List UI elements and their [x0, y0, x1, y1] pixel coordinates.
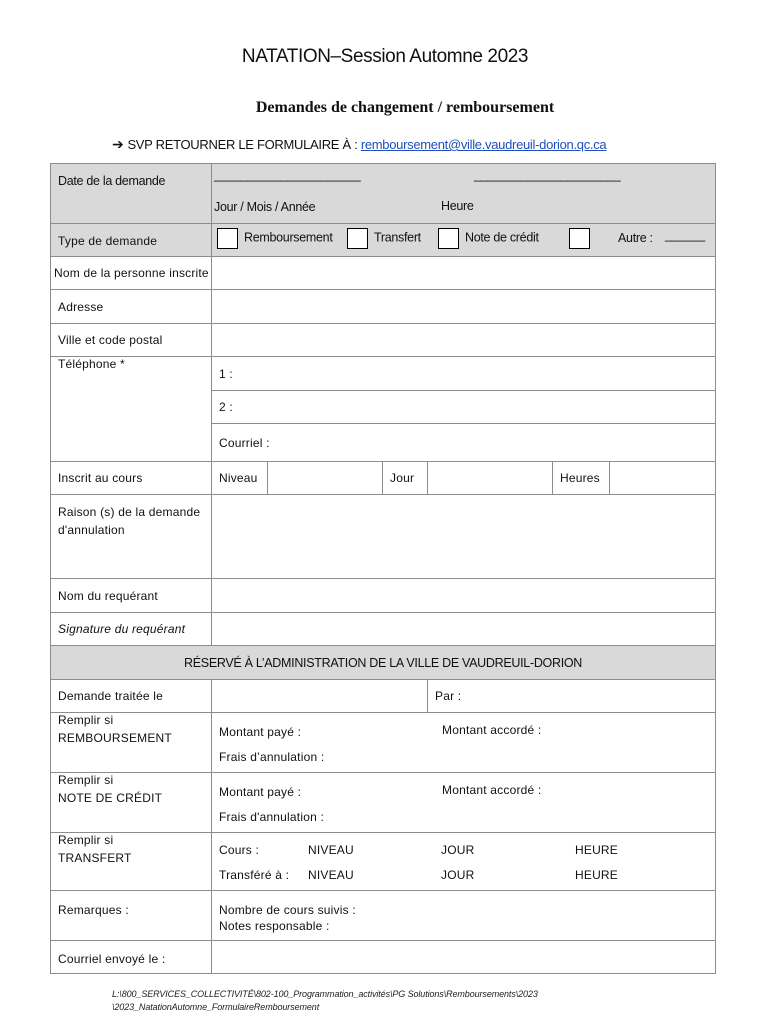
return-email-link[interactable]: remboursement@ville.vaudreuil-dorion.qc.ca	[360, 137, 607, 152]
jour-field[interactable]	[428, 462, 553, 495]
option-remboursement[interactable]	[217, 228, 333, 249]
row-admin-header	[51, 646, 716, 680]
row-type	[51, 224, 716, 257]
heures-label: Heures	[553, 462, 610, 495]
file-path-footer	[112, 988, 538, 1014]
option-label: Autre :	[618, 230, 653, 245]
montant-paye-label: Montant payé :	[219, 725, 302, 739]
montant-accorde-label: Montant accordé :	[442, 723, 542, 737]
checkbox[interactable]	[347, 228, 368, 249]
row-remarques	[51, 891, 716, 941]
nom-field[interactable]	[212, 257, 716, 290]
remarques-label: Remarques :	[51, 891, 212, 941]
arrow-right-icon: ➔	[112, 136, 124, 152]
row-nom	[51, 257, 716, 290]
requerant-field[interactable]	[212, 579, 716, 613]
type-label: Type de demande	[51, 224, 212, 257]
row-requerant	[51, 579, 716, 613]
row-courriel-envoye	[51, 941, 716, 974]
heure-label: HEURE	[575, 868, 619, 882]
adresse-label: Adresse	[51, 290, 212, 324]
requerant-label: Nom du requérant	[51, 579, 212, 613]
date-label: Date de la demande	[51, 164, 212, 224]
row-traitee	[51, 680, 716, 713]
niveau-label: NIVEAU	[308, 868, 354, 882]
frais-label: Frais d’annulation :	[219, 750, 325, 764]
jour-label: JOUR	[441, 868, 475, 882]
ville-field[interactable]	[212, 324, 716, 357]
option-label: Note de crédit	[465, 230, 539, 245]
path-line: L:\800_SERVICES_COLLECTIVITÉ\802-100_Programmation_activités\PG Solutions\Remboursements\2023	[112, 989, 538, 999]
checkbox[interactable]	[569, 228, 590, 249]
note-credit-label	[51, 773, 212, 833]
heures-field[interactable]	[610, 462, 716, 495]
label-line: Remplir si	[58, 713, 114, 727]
niveau-label: NIVEAU	[308, 843, 354, 857]
date-cell	[212, 164, 716, 224]
row-raison	[51, 495, 716, 579]
row-ville	[51, 324, 716, 357]
raison-label: Raison (s) de la demande d'annulation	[51, 495, 212, 579]
frais-label: Frais d'annulation :	[219, 810, 325, 824]
remboursement-fields[interactable]	[212, 713, 716, 773]
niveau-field[interactable]	[268, 462, 383, 495]
cours-label: Cours :	[219, 843, 260, 857]
checkbox[interactable]	[217, 228, 238, 249]
notes-label: Notes responsable :	[219, 919, 330, 933]
type-options	[212, 224, 716, 257]
option-note-credit[interactable]	[438, 228, 539, 249]
request-form-table	[50, 163, 716, 974]
date-blank[interactable]: ______________________	[214, 168, 361, 182]
row-remboursement	[51, 713, 716, 773]
nom-label: Nom de la personne inscrite	[51, 257, 212, 290]
traitee-label: Demande traitée le	[51, 680, 212, 713]
courriel-envoye-label: Courriel envoyé le :	[51, 941, 212, 974]
return-instruction	[112, 136, 606, 153]
telephone-1-field[interactable]: 1 :	[212, 357, 716, 391]
row-signature	[51, 613, 716, 646]
note-credit-fields[interactable]	[212, 773, 716, 833]
courriel-envoye-field[interactable]	[212, 941, 716, 974]
label-line: Remplir si	[58, 773, 114, 787]
jour-label: JOUR	[441, 843, 475, 857]
signature-label: Signature du requérant	[51, 613, 212, 646]
niveau-label: Niveau	[212, 462, 268, 495]
transfere-label: Transféré à :	[219, 868, 290, 882]
row-transfert	[51, 833, 716, 891]
ville-label: Ville et code postal	[51, 324, 212, 357]
adresse-field[interactable]	[212, 290, 716, 324]
row-adresse	[51, 290, 716, 324]
document-subtitle: Demandes de changement / remboursement	[255, 99, 555, 116]
montant-paye-label: Montant payé :	[219, 785, 302, 799]
row-note-credit	[51, 773, 716, 833]
path-line: \2023_NatationAutomne_FormulaireRemboursement	[112, 1002, 320, 1012]
telephone-label: Téléphone *	[51, 357, 212, 462]
par-field[interactable]: Par :	[428, 680, 716, 713]
return-text: SVP RETOURNER LE FORMULAIRE À :	[127, 137, 361, 152]
row-telephone-1	[51, 357, 716, 391]
admin-header: RÉSERVÉ À L’ADMINISTRATION DE LA VILLE DE VAUDREUIL-DORION	[51, 646, 716, 680]
jour-label: Jour	[383, 462, 428, 495]
option-autre[interactable]	[569, 228, 653, 249]
telephone-2-field[interactable]: 2 :	[212, 391, 716, 424]
transfert-label	[51, 833, 212, 891]
autre-blank[interactable]: ______	[665, 228, 705, 242]
montant-accorde-label: Montant accordé :	[442, 783, 542, 797]
label-line: TRANSFERT	[58, 851, 132, 865]
label-line: REMBOURSEMENT	[58, 731, 172, 745]
nb-cours-label: Nombre de cours suivis :	[219, 903, 356, 917]
remboursement-label	[51, 713, 212, 773]
date-format-label: Jour / Mois / Année	[214, 200, 316, 214]
heure-label: HEURE	[575, 843, 619, 857]
label-line: NOTE DE CRÉDIT	[58, 791, 163, 805]
heure-label: Heure	[441, 199, 474, 213]
raison-field[interactable]	[212, 495, 716, 579]
row-inscrit	[51, 462, 716, 495]
courriel-field[interactable]: Courriel :	[212, 424, 716, 462]
option-label: Remboursement	[244, 230, 333, 245]
heure-blank[interactable]: ______________________	[474, 168, 621, 182]
traitee-field[interactable]	[212, 680, 428, 713]
label-line: Remplir si	[58, 833, 114, 847]
remarques-fields[interactable]	[212, 891, 716, 941]
checkbox[interactable]	[438, 228, 459, 249]
document-title: NATATION–Session Automne 2023	[241, 46, 529, 67]
row-date	[51, 164, 716, 224]
inscrit-label: Inscrit au cours	[51, 462, 212, 495]
transfert-fields[interactable]	[212, 833, 716, 891]
option-label: Transfert	[374, 230, 421, 245]
option-transfert[interactable]	[347, 228, 421, 249]
signature-field[interactable]	[212, 613, 716, 646]
